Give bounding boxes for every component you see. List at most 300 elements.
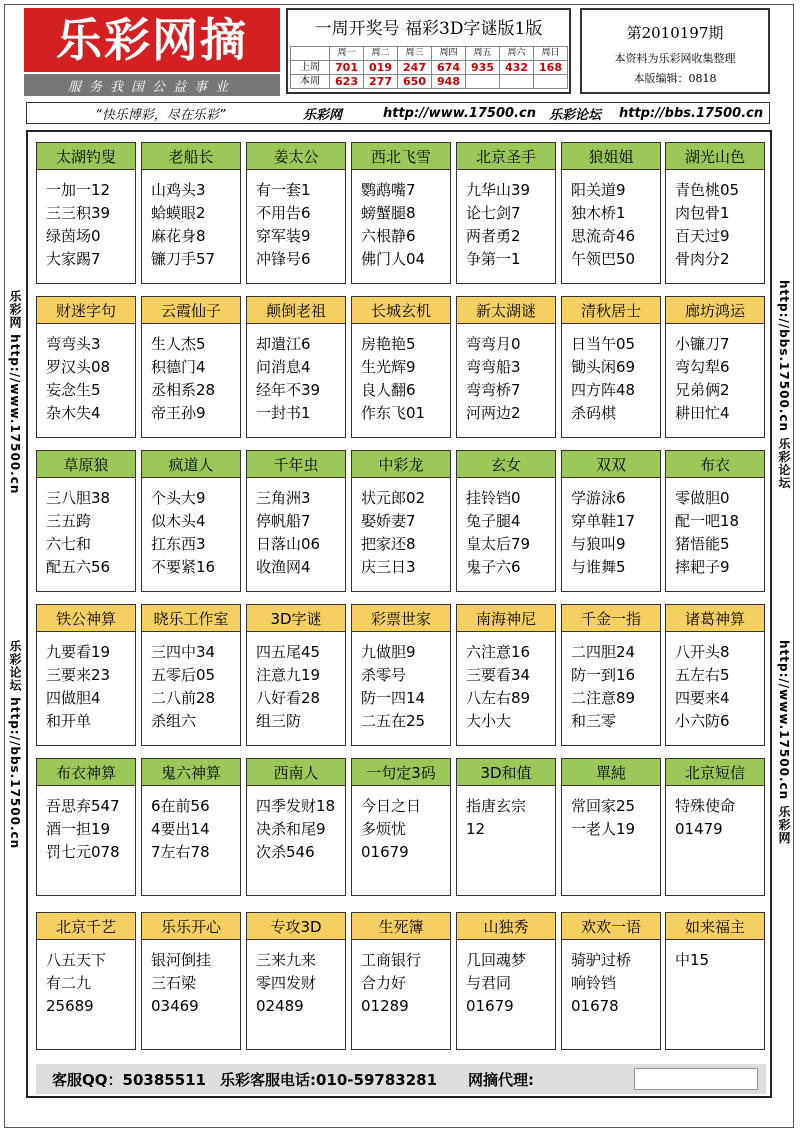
riddle-cell-lines: [666, 324, 764, 425]
riddle-line: 一封书1: [256, 404, 311, 422]
riddle-cell: [456, 450, 556, 592]
riddle-cell: [351, 142, 451, 284]
draw-number: 277: [364, 75, 398, 89]
riddle-line: 几回魂梦: [466, 951, 527, 969]
riddle-cell: [141, 450, 241, 592]
side-text-left-bottom: 乐彩论坛 http://bbs.17500.cn: [8, 640, 22, 850]
riddle-line: 挂铃铛0: [466, 489, 521, 507]
riddle-cell-lines: [142, 632, 240, 733]
side-text-right-bottom: http://www.17500.cn 乐彩网: [777, 640, 791, 845]
riddle-line: 扛东西3: [151, 535, 206, 553]
riddle-line: 三石梁: [151, 974, 197, 992]
riddle-cell-lines: [37, 632, 135, 733]
motto-bar: [26, 102, 770, 124]
riddle-cell-title: 长城玄机: [352, 297, 450, 324]
riddle-cell-lines: [247, 940, 345, 1018]
riddle-cell: [351, 912, 451, 1050]
riddle-line: 穿单鞋17: [571, 512, 636, 530]
riddle-line: 佛门人04: [361, 250, 426, 268]
riddle-cell-title: 一句定3码: [352, 759, 450, 786]
riddle-line: 收渔网4: [256, 558, 311, 576]
riddle-cell-title: 双双: [562, 451, 660, 478]
service-qq: 客服QQ：50385511: [52, 1070, 206, 1089]
riddle-line: 五左右5: [675, 666, 730, 684]
riddle-line: 一加一12: [46, 181, 111, 199]
riddle-line: 防一到16: [571, 666, 636, 684]
riddle-line: 一老人19: [571, 820, 636, 838]
draw-number: 019: [364, 61, 398, 75]
riddle-line: 多烦忧: [361, 820, 407, 838]
weekday-header: 周四: [432, 47, 466, 61]
riddle-line: 三五跨: [46, 512, 92, 530]
riddle-line: 河两边2: [466, 404, 521, 422]
riddle-cell-lines: [247, 324, 345, 425]
riddle-line: 与狼叫9: [571, 535, 626, 553]
agent-label: 网摘代理:: [468, 1070, 534, 1089]
riddle-line: 两者勇2: [466, 227, 521, 245]
riddle-line: 作东飞01: [361, 404, 426, 422]
riddle-cell: [36, 604, 136, 746]
riddle-line: 弯弯月0: [466, 335, 521, 353]
weekday-header: 周五: [466, 47, 500, 61]
riddle-line: 组三防: [256, 712, 302, 730]
site1-name: 乐彩网: [303, 107, 343, 123]
riddle-cell-title: 廊坊鸿运: [666, 297, 764, 324]
weekday-header: 周六: [500, 47, 534, 61]
riddle-cell-lines: [457, 632, 555, 733]
riddle-cell: [561, 142, 661, 284]
slogan-bar: [24, 74, 280, 96]
riddle-line: 4要出14: [151, 820, 210, 838]
riddle-cell: [246, 296, 346, 438]
riddle-line: 六注意16: [466, 643, 531, 661]
riddle-cell-lines: [457, 786, 555, 841]
riddle-line: 镰刀手57: [151, 250, 216, 268]
riddle-line: 配一吧18: [675, 512, 740, 530]
riddle-line: 阳关道9: [571, 181, 626, 199]
riddle-line: 四方阵48: [571, 381, 636, 399]
riddle-line: 四要来4: [675, 689, 730, 707]
riddle-line: 常回家25: [571, 797, 636, 815]
riddle-line: 骑驴过桥: [571, 951, 632, 969]
riddle-line: 防一四14: [361, 689, 426, 707]
riddle-line: 吾思弃547: [46, 797, 120, 815]
riddle-cell: [456, 296, 556, 438]
riddle-line: 零做胆0: [675, 489, 730, 507]
riddle-line: 却遣江6: [256, 335, 311, 353]
riddle-cell: [665, 296, 765, 438]
riddle-cell-lines: [352, 940, 450, 1018]
draw-number: [534, 75, 568, 89]
weekday-header: 周三: [398, 47, 432, 61]
draw-number: 935: [466, 61, 500, 75]
riddle-line: 和三零: [571, 712, 617, 730]
riddle-cell: [561, 296, 661, 438]
riddle-line: 工商银行: [361, 951, 422, 969]
side-text-right-top: http://bbs.17500.cn 乐彩论坛: [777, 280, 791, 490]
riddle-cell-lines: [37, 940, 135, 1018]
riddle-line: 午领巴50: [571, 250, 636, 268]
draw-number: 168: [534, 61, 568, 75]
riddle-line: 合力好: [361, 974, 407, 992]
riddle-line: 八五天下: [46, 951, 107, 969]
riddle-line: 响铃铛: [571, 974, 617, 992]
this-week-label: 本周: [291, 75, 330, 89]
riddle-cell: [561, 450, 661, 592]
riddle-cell-title: 如来福主: [666, 913, 764, 940]
riddle-line: 积德门4: [151, 358, 206, 376]
riddle-line: 不用告6: [256, 204, 311, 222]
riddle-cell: [246, 604, 346, 746]
riddle-line: 弯弯船3: [466, 358, 521, 376]
riddle-cell-title: 北京千艺: [37, 913, 135, 940]
riddle-cell-title: 老船长: [142, 143, 240, 170]
riddle-line: 兄弟俩2: [675, 381, 730, 399]
riddle-cell: [36, 142, 136, 284]
riddle-line: 三要来23: [46, 666, 111, 684]
riddle-line: 日当午05: [571, 335, 636, 353]
weekly-results-box: [286, 8, 571, 94]
riddle-cell-title: 北京短信: [666, 759, 764, 786]
riddle-line: 有二九: [46, 974, 92, 992]
riddle-line: 三八胆38: [46, 489, 111, 507]
riddle-line: 似木头4: [151, 512, 206, 530]
riddle-cell-title: 單純: [562, 759, 660, 786]
riddle-grid: [26, 130, 772, 1098]
riddle-cell-title: 晓乐工作室: [142, 605, 240, 632]
riddle-line: 二八前28: [151, 689, 216, 707]
riddle-cell: [665, 912, 765, 1050]
riddle-cell-title: 北京圣手: [457, 143, 555, 170]
riddle-cell-lines: [562, 632, 660, 733]
riddle-line: 摔耙子9: [675, 558, 730, 576]
riddle-line: 九华山39: [466, 181, 531, 199]
riddle-line: 三要看34: [466, 666, 531, 684]
riddle-line: 小镰刀7: [675, 335, 730, 353]
riddle-line: 与谁舞5: [571, 558, 626, 576]
weekday-header: 周日: [534, 47, 568, 61]
riddle-cell-lines: [247, 632, 345, 733]
riddle-line: 配五六56: [46, 558, 111, 576]
riddle-line: 停帆船7: [256, 512, 311, 530]
riddle-cell-lines: [142, 324, 240, 425]
riddle-cell: [246, 912, 346, 1050]
riddle-cell: [456, 758, 556, 896]
corner-cell: [291, 47, 330, 61]
riddle-cell-lines: [457, 478, 555, 579]
riddle-line: 四季发财18: [256, 797, 336, 815]
riddle-cell-title: 颠倒老祖: [247, 297, 345, 324]
riddle-cell-lines: [562, 324, 660, 425]
riddle-cell: [351, 450, 451, 592]
riddle-line: 杀组六: [151, 712, 197, 730]
riddle-cell: [246, 758, 346, 896]
weekly-results-title: 一周开奖号 福彩3D字谜版1版: [314, 18, 543, 39]
riddle-cell-title: 千年虫: [247, 451, 345, 478]
riddle-cell-lines: [352, 478, 450, 579]
riddle-cell-title: 铁公神算: [37, 605, 135, 632]
riddle-line: 九做胆9: [361, 643, 416, 661]
riddle-line: 罗汉头08: [46, 358, 111, 376]
riddle-cell-title: 诸葛神算: [666, 605, 764, 632]
riddle-line: 12: [466, 820, 486, 838]
riddle-line: 兔子腿4: [466, 512, 521, 530]
side-text-left-top: 乐彩网 http://www.17500.cn: [8, 290, 22, 495]
riddle-line: 四做胆4: [46, 689, 101, 707]
draw-number: 432: [500, 61, 534, 75]
riddle-line: 问消息4: [256, 358, 311, 376]
riddle-cell-title: 疯道人: [142, 451, 240, 478]
riddle-cell-lines: [562, 786, 660, 841]
site1-link[interactable]: http://www.17500.cn: [383, 105, 536, 121]
riddle-cell-lines: [666, 478, 764, 579]
riddle-line: 大家踢7: [46, 250, 101, 268]
riddle-line: 猪悟能5: [675, 535, 730, 553]
riddle-line: 麻花身8: [151, 227, 206, 245]
riddle-line: 鹦鹉嘴7: [361, 181, 416, 199]
riddle-cell-title: 乐乐开心: [142, 913, 240, 940]
riddle-line: 三四中34: [151, 643, 216, 661]
riddle-line: 八好看28: [256, 689, 321, 707]
riddle-line: 百天过9: [675, 227, 730, 245]
slogan: 服务我国公益事业: [67, 79, 236, 95]
motto-quote: “快乐博彩，尽在乐彩”: [95, 107, 226, 123]
riddle-cell-title: 中彩龙: [352, 451, 450, 478]
draw-number: 674: [432, 61, 466, 75]
riddle-cell: [141, 912, 241, 1050]
riddle-line: 罚七元078: [46, 843, 120, 861]
riddle-line: 弯弯头3: [46, 335, 101, 353]
issue-number: 第2010197期: [626, 24, 724, 42]
riddle-cell: [141, 296, 241, 438]
riddle-cell-lines: [247, 478, 345, 579]
riddle-line: 螃蟹腿8: [361, 204, 416, 222]
riddle-cell-lines: [247, 170, 345, 271]
riddle-cell-title: 财迷字句: [37, 297, 135, 324]
riddle-cell: [665, 142, 765, 284]
riddle-cell-title: 彩票世家: [352, 605, 450, 632]
riddle-cell: [561, 604, 661, 746]
riddle-line: 状元郎02: [361, 489, 426, 507]
riddle-line: 鬼子六6: [466, 558, 521, 576]
riddle-cell: [561, 758, 661, 896]
riddle-line: 特殊使命: [675, 797, 736, 815]
riddle-cell-title: 云霞仙子: [142, 297, 240, 324]
riddle-cell: [351, 758, 451, 896]
riddle-line: 日落山06: [256, 535, 321, 553]
riddle-cell-lines: [666, 170, 764, 271]
riddle-cell-lines: [562, 940, 660, 1018]
riddle-line: 杀码棋: [571, 404, 617, 422]
riddle-cell-lines: [457, 170, 555, 271]
riddle-cell-title: 专攻3D: [247, 913, 345, 940]
riddle-cell-title: 太湖钓叟: [37, 143, 135, 170]
riddle-line: 生光辉9: [361, 358, 416, 376]
riddle-line: 弯弯桥7: [466, 381, 521, 399]
issue-box: [580, 8, 770, 94]
riddle-cell: [141, 142, 241, 284]
riddle-cell-lines: [142, 170, 240, 271]
riddle-line: 和开单: [46, 712, 92, 730]
riddle-line: 01679: [466, 997, 514, 1015]
riddle-cell-title: 西北飞雪: [352, 143, 450, 170]
riddle-line: 独木桥1: [571, 204, 626, 222]
riddle-cell: [36, 296, 136, 438]
riddle-cell-lines: [666, 940, 764, 972]
riddle-cell-title: 狼姐姐: [562, 143, 660, 170]
riddle-cell-lines: [666, 632, 764, 733]
riddle-line: 良人翻6: [361, 381, 416, 399]
weekday-header: 周二: [364, 47, 398, 61]
riddle-line: 银河倒挂: [151, 951, 212, 969]
draw-number: 701: [330, 61, 364, 75]
riddle-cell: [246, 450, 346, 592]
riddle-line: 冲锋号6: [256, 250, 311, 268]
riddle-line: 二五在25: [361, 712, 426, 730]
riddle-line: 绿茵场0: [46, 227, 101, 245]
riddle-line: 妄念生5: [46, 381, 101, 399]
riddle-line: 有一套1: [256, 181, 311, 199]
riddle-cell-title: 南海神尼: [457, 605, 555, 632]
riddle-line: 肉包骨1: [675, 204, 730, 222]
riddle-cell-lines: [142, 786, 240, 864]
riddle-line: 八开头8: [675, 643, 730, 661]
riddle-line: 学游泳6: [571, 489, 626, 507]
site2-link[interactable]: http://bbs.17500.cn: [619, 105, 764, 121]
riddle-line: 经年不39: [256, 381, 321, 399]
riddle-line: 大小大: [466, 712, 512, 730]
riddle-line: 山鸡头3: [151, 181, 206, 199]
riddle-line: 决杀和尾9: [256, 820, 326, 838]
riddle-line: 01479: [675, 820, 723, 838]
riddle-cell: [351, 604, 451, 746]
riddle-line: 02489: [256, 997, 304, 1015]
riddle-line: 锄头闲69: [571, 358, 636, 376]
riddle-line: 六根静6: [361, 227, 416, 245]
riddle-cell-lines: [562, 478, 660, 579]
draw-number: [466, 75, 500, 89]
draw-number: 948: [432, 75, 466, 89]
riddle-line: 论七剑7: [466, 204, 521, 222]
riddle-line: 7左右78: [151, 843, 210, 861]
riddle-line: 杂木失4: [46, 404, 101, 422]
riddle-line: 个头大9: [151, 489, 206, 507]
riddle-cell-title: 西南人: [247, 759, 345, 786]
riddle-line: 二四胆24: [571, 643, 636, 661]
riddle-cell-title: 湖光山色: [666, 143, 764, 170]
riddle-line: 五零后05: [151, 666, 216, 684]
riddle-line: 青色桃05: [675, 181, 740, 199]
riddle-line: 不要紧16: [151, 558, 216, 576]
riddle-cell: [141, 758, 241, 896]
riddle-line: 三角洲3: [256, 489, 311, 507]
riddle-line: 今日之日: [361, 797, 422, 815]
riddle-cell-title: 布衣神算: [37, 759, 135, 786]
riddle-line: 八左右89: [466, 689, 531, 707]
riddle-line: 六七和: [46, 535, 92, 553]
riddle-cell-lines: [666, 786, 764, 841]
riddle-cell-title: 3D和值: [457, 759, 555, 786]
riddle-cell-title: 玄女: [457, 451, 555, 478]
editor-note: 本版编辑：0818: [633, 72, 717, 85]
riddle-line: 蛤蟆眼2: [151, 204, 206, 222]
riddle-cell-title: 欢欢一语: [562, 913, 660, 940]
riddle-line: 耕田忙4: [675, 404, 730, 422]
riddle-line: 三来九来: [256, 951, 317, 969]
riddle-line: 争第一1: [466, 250, 521, 268]
riddle-cell-title: 新太湖谜: [457, 297, 555, 324]
riddle-cell: [456, 912, 556, 1050]
draw-number: [500, 75, 534, 89]
riddle-line: 次杀546: [256, 843, 315, 861]
draw-number: 623: [330, 75, 364, 89]
riddle-cell-lines: [562, 170, 660, 271]
riddle-cell-lines: [37, 786, 135, 864]
riddle-cell: [351, 296, 451, 438]
riddle-cell: [665, 604, 765, 746]
riddle-line: 把家还8: [361, 535, 416, 553]
riddle-line: 三三积39: [46, 204, 111, 222]
agent-field[interactable]: [634, 1068, 758, 1090]
riddle-line: 丞相系28: [151, 381, 216, 399]
riddle-line: 03469: [151, 997, 199, 1015]
riddle-line: 01289: [361, 997, 409, 1015]
source-note: 本资料为乐彩网收集整理: [614, 52, 736, 65]
riddle-line: 杀零号: [361, 666, 407, 684]
riddle-line: 注意九19: [256, 666, 321, 684]
draw-number: 650: [398, 75, 432, 89]
riddle-cell-title: 草原狼: [37, 451, 135, 478]
riddle-cell-lines: [247, 786, 345, 864]
riddle-cell-title: 山独秀: [457, 913, 555, 940]
service-phone: 乐彩客服电话:010-59783281: [220, 1070, 438, 1089]
riddle-cell-lines: [352, 786, 450, 864]
logo: [24, 8, 280, 72]
riddle-cell: [561, 912, 661, 1050]
riddle-cell-title: 生死簿: [352, 913, 450, 940]
riddle-line: 房艳艳5: [361, 335, 416, 353]
weekly-results-table: [290, 46, 568, 89]
riddle-line: 弯勾犁6: [675, 358, 730, 376]
riddle-cell-title: 姜太公: [247, 143, 345, 170]
riddle-cell-lines: [37, 170, 135, 271]
riddle-line: 娶娇妻7: [361, 512, 416, 530]
riddle-cell-lines: [352, 632, 450, 733]
riddle-cell-lines: [457, 940, 555, 1018]
site2-name: 乐彩论坛: [549, 107, 602, 123]
riddle-cell-lines: [142, 940, 240, 1018]
riddle-cell-lines: [142, 478, 240, 579]
riddle-cell-title: 3D字谜: [247, 605, 345, 632]
riddle-line: 酒一担19: [46, 820, 111, 838]
weekday-header-row: [291, 47, 568, 61]
riddle-cell: [246, 142, 346, 284]
riddle-cell-title: 鬼六神算: [142, 759, 240, 786]
riddle-line: 零四发财: [256, 974, 317, 992]
riddle-line: 与君同: [466, 974, 512, 992]
riddle-cell: [456, 604, 556, 746]
riddle-cell-title: 布衣: [666, 451, 764, 478]
riddle-line: 二注意89: [571, 689, 636, 707]
riddle-cell-title: 清秋居士: [562, 297, 660, 324]
riddle-line: 25689: [46, 997, 94, 1015]
riddle-cell: [456, 142, 556, 284]
logo-text: 乐彩网摘: [56, 13, 248, 67]
last-week-label: 上周: [291, 61, 330, 75]
draw-number: 247: [398, 61, 432, 75]
this-week-row: [291, 75, 568, 89]
riddle-cell-lines: [37, 478, 135, 579]
